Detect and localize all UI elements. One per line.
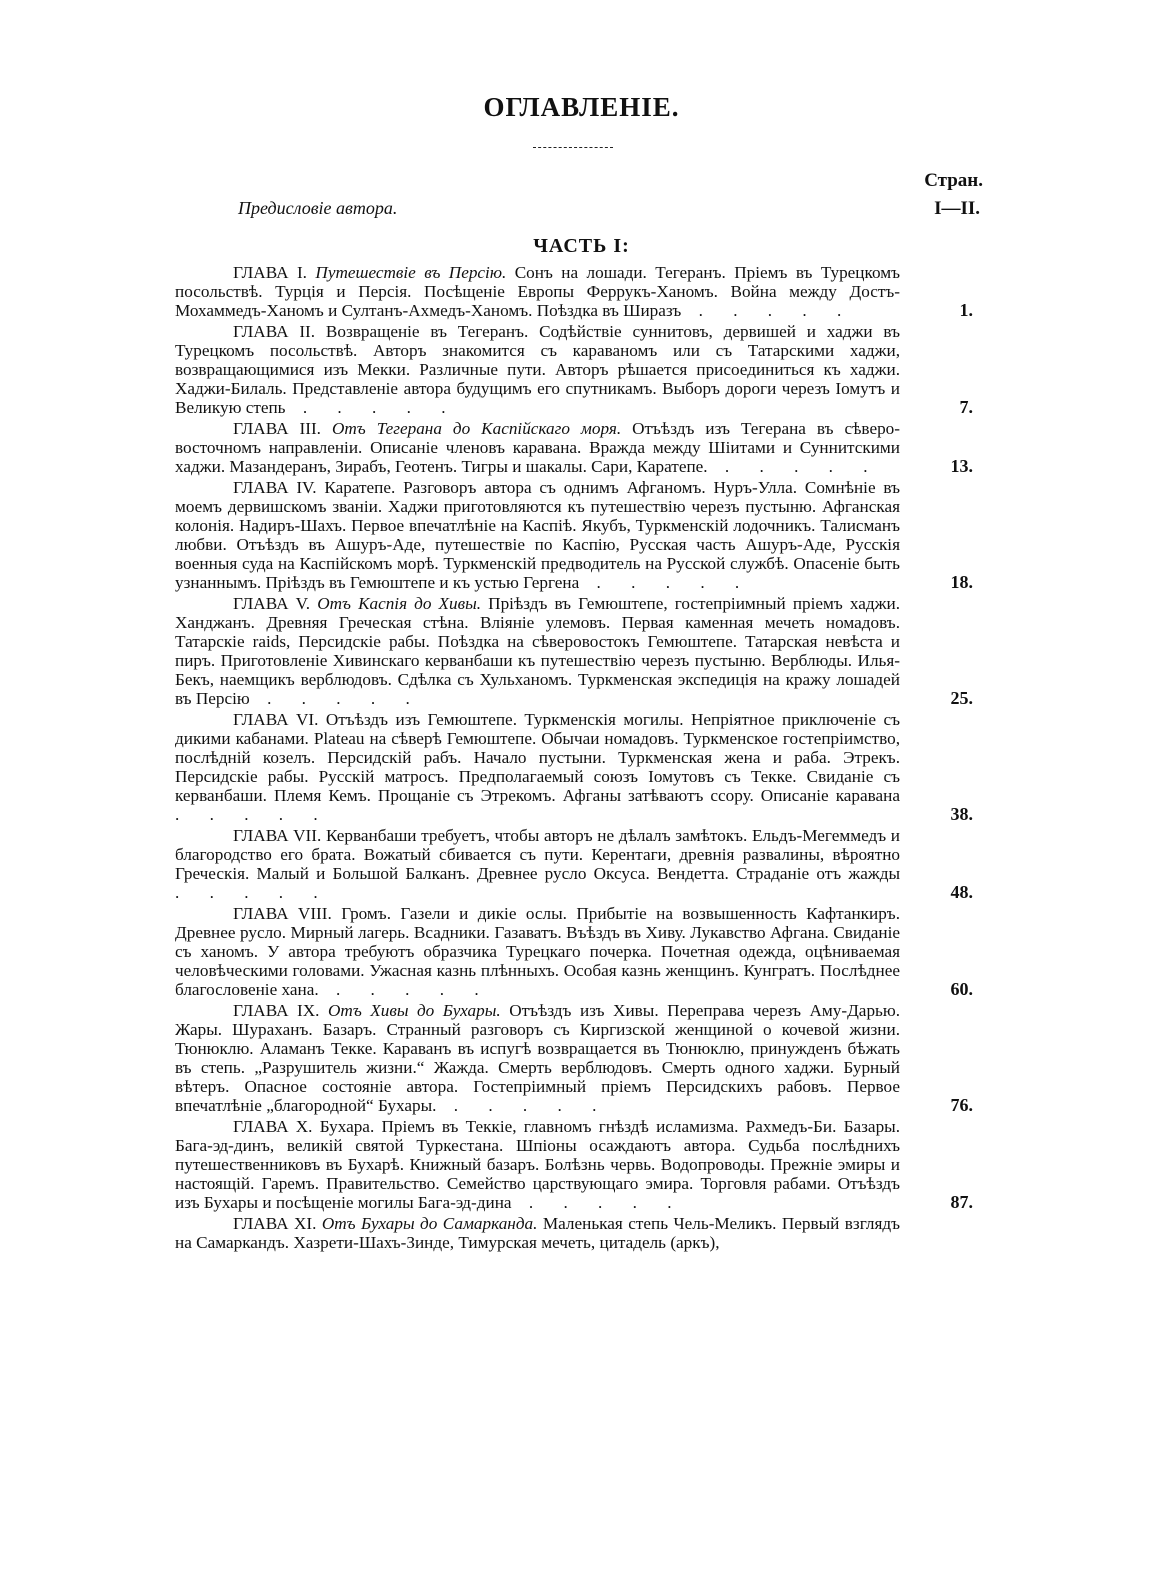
chapter-number: ГЛАВА I. xyxy=(233,263,307,282)
chapter-page-number: 48. xyxy=(950,882,973,902)
chapter-page-number: 76. xyxy=(950,1095,973,1115)
chapter-number: ГЛАВА V. xyxy=(233,594,311,613)
dot-leaders: . . . . . xyxy=(249,689,423,708)
dot-leaders: . . . . . xyxy=(175,883,331,902)
chapter-summary: Отъѣздъ изъ Гемюштепе. Туркменскія могилы. Непріятное приключеніе съ дикими кабанами. Plateau на сѣверѣ Гемюштепе. Обычаи номадовъ. Туркменское гостепріимство, послѣдній козелъ. Персидскій рабъ. Начало пустыни. Туркменская жена и раба. Этрекъ. Персидскіе рабы. Русскій матросъ. Предполагаемый союзъ Іомутовъ съ Текке. Свиданіе съ керванбаши. Племя Кемъ. Прощаніе съ Этрекомъ. Афганы затѣваютъ ссору. Описаніе каравана xyxy=(175,710,900,805)
chapter-page-number: 87. xyxy=(950,1192,973,1212)
chapter-summary: Пріѣздъ въ Гемюштепе, гостепріимный пріемъ хаджи. Ханджанъ. Древняя Греческая стѣна. Вліяніе улемовъ. Первая каменная мечеть номадовъ. Татарскіе raids, Персидскіе рабы. Поѣздка на сѣверовостокъ Гемюштепе. Татарская невѣста и пиръ. Приготовленіе Хивинскаго керванбаши къ путешествію черезъ пустыню. Верблюды. Илья-Бекъ, наемщикъ верблюдовъ. Сдѣлка съ Хульханомъ. Туркменская экспедиція на кражу лошадей въ Персію xyxy=(175,594,901,708)
chapter-title: Отъ Тегерана до Каспійскаго моря. xyxy=(331,419,622,438)
dot-leaders: . . . . . xyxy=(511,1193,685,1212)
chapter-summary: Керванбаши требуетъ, чтобы авторъ не дѣлалъ замѣтокъ. Ельдъ-Мегеммедъ и благородство его брата. Вожатый сбивается съ пути. Керентаги, древнія развалины, вѣроятно Греческія. Малый и Большой Балканъ. Древнее русло Оксуса. Вендетта. Страданіе отъ жажды xyxy=(175,826,900,883)
dot-leaders: . . . . . xyxy=(579,573,753,592)
chapter-page-number: 60. xyxy=(950,979,973,999)
dot-leaders: . . . . . xyxy=(318,980,492,999)
dot-leaders: . . . . . xyxy=(681,301,855,320)
chapter-summary: Каратепе. Разговоръ автора съ однимъ Афганомъ. Нуръ-Улла. Сомнѣніе въ моемъ дервишскомъ званіи. Хаджи приготовляются къ путешествію черезъ пустыню. Афганская колонія. Надиръ-Шахъ. Первое впечатлѣніе на Каспіѣ. Якубъ, Туркменскій лодочникъ. Талисманъ любви. Отъѣздъ въ Ашуръ-Аде, путешествіе по Каспію, Русская часть Ашуръ-Аде, Русскія военныя суда на Каспійскомъ морѣ. Туркменскій предводитель на Русской службѣ. Опасеніе быть узнаннымъ. Пріѣздъ въ Гемюштепе и къ устью Гергена xyxy=(175,478,900,592)
chapter-title: Путешествіе въ Персію. xyxy=(315,263,507,282)
chapter-description xyxy=(175,263,900,320)
chapter-description xyxy=(175,710,900,824)
chapter-number: ГЛАВА IX. xyxy=(233,1001,320,1020)
dot-leaders: . . . . . xyxy=(175,805,331,824)
chapter-description xyxy=(175,826,900,902)
page-title: ОГЛАВЛЕНІЕ. xyxy=(483,92,680,122)
chapter-list xyxy=(175,263,985,1254)
chapter-title: Отъ Бухары до Самарканда. xyxy=(321,1214,538,1233)
chapter-description xyxy=(175,419,900,476)
chapter-number: ГЛАВА VI. xyxy=(233,710,319,729)
chapter-entry xyxy=(175,263,985,320)
chapter-number: ГЛАВА II. xyxy=(233,322,316,341)
chapter-entry xyxy=(175,904,985,999)
chapter-summary: Сонъ на лошади. Тегеранъ. Пріемъ въ Турецкомъ посольствѣ. Турція и Персія. Посѣщеніе Европы Феррукъ-Ханомъ. Война между Достъ-Мохаммедъ-Ханомъ и Султанъ-Ахмедъ-Ханомъ. Поѣздка въ Ширазъ xyxy=(175,263,901,320)
chapter-number: ГЛАВА XI. xyxy=(233,1214,317,1233)
chapter-entry xyxy=(175,826,985,902)
chapter-summary: Бухара. Пріемъ въ Теккіе, главномъ гнѣздѣ исламизма. Рахмедъ-Би. Базары. Бага-эд-динъ, великій святой Туркестана. Шпіоны осаждаютъ автора. Судьба послѣднихъ путешественниковъ въ Бухарѣ. Книжный базаръ. Болѣзнь червь. Водопроводы. Прежніе эмиры и настоящій. Гаремъ. Правительство. Семейство царствующаго эмира. Торговля рабами. Отъѣздъ изъ Бухары и посѣщеніе могилы Бага-эд-дина xyxy=(175,1117,901,1212)
chapter-number: ГЛАВА IV. xyxy=(233,478,317,497)
title-divider xyxy=(533,147,613,148)
chapter-number: ГЛАВА VIII. xyxy=(233,904,332,923)
chapter-description xyxy=(175,478,900,592)
chapter-description xyxy=(175,904,900,999)
chapter-description xyxy=(175,1214,900,1252)
dot-leaders: . . . . . xyxy=(436,1096,610,1115)
chapter-summary: Маленькая степь Чель-Меликъ. Первый взглядъ на Самаркандъ. Хазрети-Шахъ-Зинде, Тимурская мечеть, цитадель (аркъ), xyxy=(175,1214,901,1252)
preface-page-number: I—II. xyxy=(934,198,980,219)
chapter-description xyxy=(175,1001,900,1115)
chapter-title: Отъ Хивы до Бухары. xyxy=(328,1001,501,1020)
chapter-summary: Отъѣздъ изъ Тегерана въ сѣверо-восточномъ направленіи. Описаніе членовъ каравана. Вражда между Шіитами и Суннитскими хаджи. Мазандеранъ, Зирабъ, Геотенъ. Тигры и шакалы. Сари, Каратепе. xyxy=(175,419,900,476)
chapter-summary: Возвращеніе въ Тегеранъ. Содѣйствіе суннитовъ, дервишей и хаджи въ Турецкомъ посольствѣ. Авторъ знакомится съ караваномъ или съ Татарскими хаджи, возвращающимися изъ Мекки. Различные пути. Авторъ рѣшается присоединиться къ хаджи. Хаджи-Билаль. Представленіе автора будущимъ его спутникамъ. Выборъ дороги черезъ Іомутъ и Великую степь xyxy=(175,322,900,417)
chapter-page-number: 25. xyxy=(950,688,973,708)
chapter-entry xyxy=(175,1001,985,1115)
chapter-summary: Громъ. Газели и дикіе ослы. Прибытіе на возвышенность Кафтанкиръ. Древнее русло. Мирный лагерь. Всадники. Газаватъ. Въѣздъ въ Хиву. Лукавство Афгана. Свиданіе съ ханомъ. У автора требуютъ образчика Турецкаго почерка. Почетная одежда, оцѣниваемая человѣческими головами. Ужасная казнь плѣнныхъ. Особая казнь женщинъ. Кунгратъ. Послѣднее благословеніе хана. xyxy=(175,904,900,999)
chapter-entry xyxy=(175,594,985,708)
chapter-title: Отъ Каспія до Хивы. xyxy=(317,594,482,613)
chapter-page-number: 38. xyxy=(950,804,973,824)
preface-entry: Предисловіе автора. xyxy=(238,198,398,218)
chapter-page-number: 13. xyxy=(950,456,973,476)
chapter-entry xyxy=(175,710,985,824)
chapter-page-number: 7. xyxy=(959,397,973,417)
chapter-entry xyxy=(175,419,985,476)
chapter-entry xyxy=(175,478,985,592)
chapter-number: ГЛАВА X. xyxy=(233,1117,313,1136)
chapter-description xyxy=(175,594,900,708)
dot-leaders: . . . . . xyxy=(285,398,459,417)
chapter-description xyxy=(175,322,900,417)
chapter-entry xyxy=(175,1117,985,1212)
chapter-page-number: 18. xyxy=(950,572,973,592)
chapter-entry xyxy=(175,322,985,417)
part-heading: ЧАСТЬ I: xyxy=(533,235,630,257)
chapter-number: ГЛАВА III. xyxy=(233,419,321,438)
chapter-summary: Отъѣздъ изъ Хивы. Переправа черезъ Аму-Дарью. Жары. Шураханъ. Базаръ. Странный разговоръ съ Киргизской женщиной о кочевой жизни. Тюнюклю. Аламанъ Текке. Караванъ въ испугѣ возвращается въ Тюнюклю, принужденъ бѣжать въ степь. „Разрушитель жизни.“ Жажда. Смерть верблюдовъ. Смерть одного хаджи. Бурный вѣтеръ. Опасное состояніе автора. Гостепріимный пріемъ Персидскихъ рабовъ. Первое впечатлѣніе „благородной“ Бухары. xyxy=(175,1001,901,1115)
chapter-number: ГЛАВА VII. xyxy=(233,826,322,845)
dot-leaders: . . . . . xyxy=(707,457,881,476)
chapter-entry xyxy=(175,1214,985,1252)
page-column-label: Стран. xyxy=(924,170,983,191)
chapter-page-number: 1. xyxy=(959,300,973,320)
chapter-description xyxy=(175,1117,900,1212)
